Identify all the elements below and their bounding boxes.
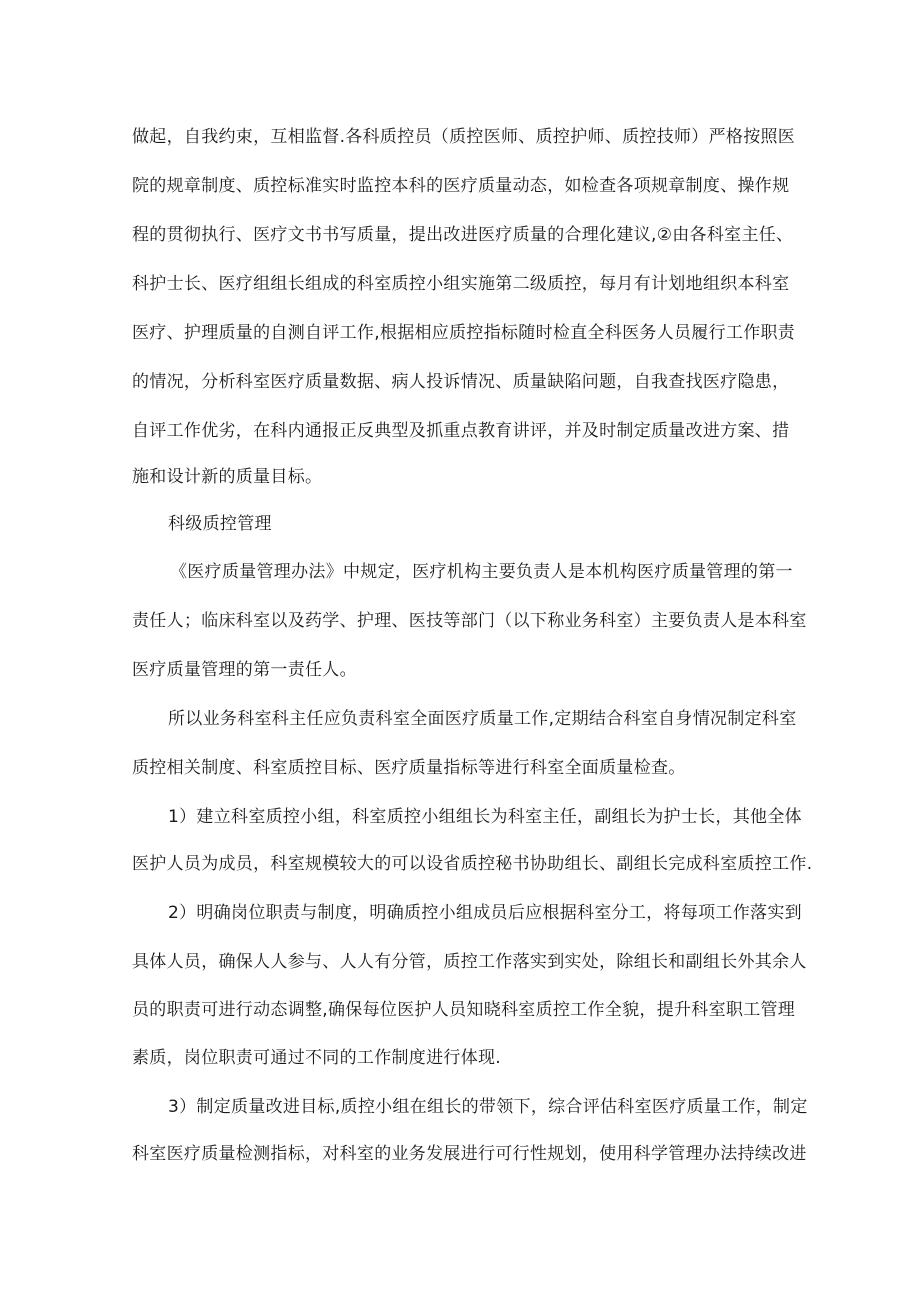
text-line: 责任人；临床科室以及药学、护理、医技等部门（以下称业务科室）主要负责人是本科室 <box>132 611 807 631</box>
text-line: 医疗、护理质量的自测自评工作,根据相应质控指标随时检直全科医务人员履行工作职责 <box>132 323 796 343</box>
text-line: 员的职责可进行动态调整,确保每位医护人员知晓科室质控工作全貌，提升科室职工管理 <box>132 1000 796 1020</box>
text-line: 院的规章制度、质控标准实时监控本科的医疗质量动态，如检查各项规章制度、操作规 <box>132 176 790 196</box>
text-line: 做起，自我约束，互相监督.各科质控员（质控医师、质控护师、质控技师）严格按照医 <box>132 127 796 147</box>
text-line: 2）明确岗位职责与制度，明确质控小组成员后应根据科室分工，将每项工作落实到 <box>168 903 802 923</box>
section-heading: 科级质控管理 <box>168 514 272 534</box>
text-line: 《医疗质量管理办法》中规定，医疗机构主要负责人是本机构医疗质量管理的第一 <box>170 562 793 582</box>
text-line: 施和设计新的质量目标。 <box>132 467 323 487</box>
text-line: 所以业务科室科主任应负责科室全面医疗质量工作,定期结合科室自身情况制定科室 <box>168 709 797 729</box>
text-line: 的情况，分析科室医疗质量数据、病人投诉情况、质量缺陷问题，自我查找医疗隐患， <box>132 372 790 392</box>
text-line: 素质，岗位职责可通过不同的工作制度进行体现. <box>132 1048 502 1068</box>
text-line: 自评工作优劣，在科内通报正反典型及抓重点教育讲评，并及时制定质量改进方案、措 <box>132 421 790 441</box>
text-line: 质控相关制度、科室质控目标、医疗质量指标等进行科室全面质量检查。 <box>132 758 686 778</box>
text-line: 科室医疗质量检测指标，对科室的业务发展进行可行性规划，使用科学管理办法持续改进 <box>132 1144 807 1164</box>
text-line: 1）建立科室质控小组，科室质控小组组长为科室主任，副组长为护士长，其他全体 <box>168 807 802 827</box>
text-line: 程的贯彻执行、医疗文书书写质量，提出改进医疗质量的合理化建议,②由各科室主任、 <box>132 225 794 245</box>
text-line: 医护人员为成员，科室规模较大的可以设省质控秘书协助组长、副组长完成科室质控工作. <box>132 854 813 874</box>
text-line: 具体人员，确保人人参与、人人有分管，质控工作落实到实处，除组长和副组长外其余人 <box>132 952 807 972</box>
text-line: 3）制定质量改进目标,质控小组在组长的带领下，综合评估科室医疗质量工作，制定 <box>168 1097 808 1117</box>
text-line: 科护士长、医疗组组长组成的科室质控小组实施第二级质控，每月有计划地组织本科室 <box>132 274 790 294</box>
text-line: 医疗质量管理的第一责任人。 <box>132 660 357 680</box>
